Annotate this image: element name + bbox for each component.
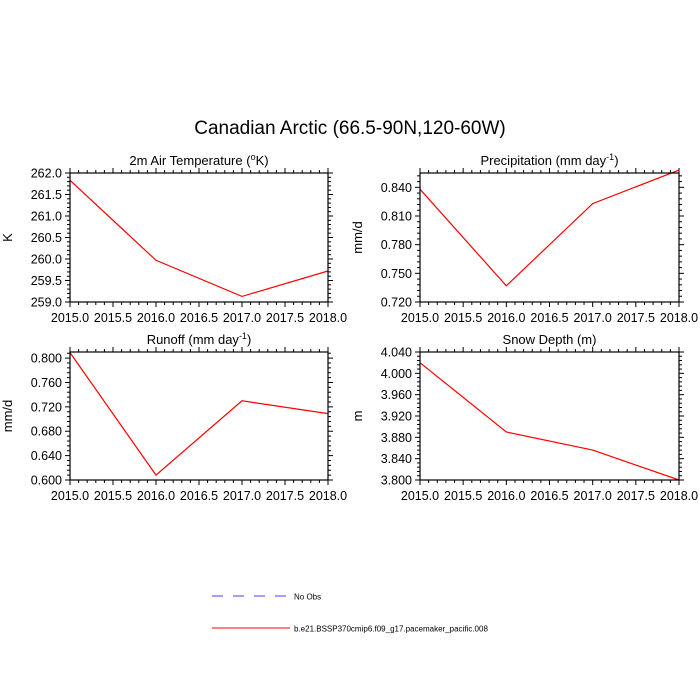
- legend-entry-1: [212, 593, 321, 602]
- panel-title-suffix: ): [246, 332, 252, 347]
- x-tick-label: 2018.0: [308, 489, 348, 503]
- y-tick-label: 261.5: [30, 188, 62, 202]
- y-tick-label: 0.780: [380, 238, 412, 253]
- chart-panels: [0, 152, 698, 503]
- panel-title: [480, 152, 618, 168]
- panel-title-suffix: K): [255, 153, 269, 168]
- plot-frame: [420, 352, 679, 480]
- x-tick-label: 2016.5: [530, 311, 569, 325]
- panel-title-text: Precipitation (mm day: [480, 153, 607, 168]
- series-line: [420, 170, 679, 286]
- legend-label: No Obs: [294, 592, 322, 602]
- y-tick-label: 259.5: [30, 274, 62, 288]
- y-axis-label: K: [0, 233, 15, 242]
- chart-panel-2: [350, 152, 698, 325]
- y-tick-label: 260.5: [30, 231, 62, 245]
- y-tick-label: 3.920: [380, 409, 412, 424]
- x-tick-label: 2016.0: [487, 311, 526, 325]
- series-line: [420, 363, 679, 480]
- y-tick-label: 0.720: [30, 400, 62, 415]
- plot-frame: [420, 173, 679, 302]
- x-tick-label: 2016.5: [179, 311, 219, 325]
- y-tick-label: 3.800: [380, 473, 412, 488]
- legend-label: b.e21.BSSP370cmip6.f09_g17.pacemaker_pacific.008: [294, 624, 488, 634]
- panel-title-suffix: ): [614, 153, 619, 168]
- x-tick-label: 2017.0: [222, 489, 262, 503]
- x-tick-label: 2015.5: [93, 489, 133, 503]
- y-axis-label: mm/d: [350, 221, 365, 254]
- x-tick-label: 2015.5: [93, 311, 133, 325]
- panel-title: [147, 331, 252, 347]
- x-tick-label: 2016.0: [136, 489, 176, 503]
- x-tick-label: 2017.5: [616, 311, 655, 325]
- x-tick-label: 2016.5: [530, 489, 569, 503]
- y-tick-label: 259.0: [30, 295, 62, 310]
- y-tick-label: 4.040: [380, 345, 412, 360]
- y-tick-label: 3.840: [380, 452, 412, 467]
- y-tick-label: 261.0: [30, 209, 62, 224]
- x-tick-label: 2015.5: [444, 311, 483, 325]
- legend-entry-2: [212, 625, 488, 634]
- panel-title: [503, 332, 597, 347]
- y-tick-label: 260.0: [30, 252, 62, 267]
- y-tick-label: 0.750: [380, 266, 412, 281]
- x-tick-label: 2015.0: [400, 489, 440, 503]
- x-tick-label: 2017.0: [222, 311, 262, 325]
- panel-title-text: Snow Depth (m): [502, 332, 597, 347]
- x-tick-label: 2015.5: [444, 489, 483, 503]
- y-tick-label: 3.960: [380, 388, 412, 403]
- x-tick-label: 2018.0: [659, 489, 699, 503]
- x-tick-label: 2016.0: [136, 311, 176, 325]
- y-tick-label: 0.810: [380, 209, 412, 224]
- y-axis-label: mm/d: [0, 399, 15, 433]
- y-tick-label: 262.0: [30, 166, 62, 181]
- y-tick-label: 0.600: [30, 473, 62, 488]
- x-tick-label: 2015.0: [400, 311, 440, 325]
- y-tick-label: 4.000: [380, 366, 412, 381]
- x-tick-label: 2017.5: [265, 489, 305, 503]
- y-tick-label: 0.840: [380, 180, 412, 195]
- y-tick-label: 3.880: [380, 430, 412, 445]
- x-tick-label: 2017.0: [573, 489, 612, 503]
- x-tick-label: 2017.5: [265, 311, 305, 325]
- y-axis-label: m: [350, 410, 365, 422]
- x-tick-label: 2018.0: [308, 311, 348, 325]
- panel-title: [129, 152, 268, 168]
- chart-panel-3: [0, 331, 347, 503]
- y-tick-label: 0.640: [30, 449, 62, 464]
- y-tick-label: 0.800: [30, 351, 62, 366]
- x-tick-label: 2017.0: [573, 311, 612, 325]
- x-tick-label: 2015.0: [50, 311, 90, 325]
- x-tick-label: 2016.0: [487, 489, 526, 503]
- x-tick-label: 2018.0: [659, 311, 699, 325]
- legend: [212, 593, 488, 634]
- y-tick-label: 0.720: [380, 295, 412, 310]
- panel-title-superscript: -1: [606, 152, 615, 162]
- x-tick-label: 2016.5: [179, 489, 219, 503]
- chart-panel-1: [0, 152, 347, 325]
- plot-frame: [70, 352, 328, 480]
- y-tick-label: 0.680: [30, 424, 62, 439]
- x-tick-label: 2017.5: [616, 489, 655, 503]
- series-line: [70, 353, 328, 476]
- panel-title-text: Runoff (mm day: [146, 332, 239, 347]
- chart-panel-4: [350, 332, 698, 503]
- x-tick-label: 2015.0: [50, 489, 90, 503]
- y-tick-label: 0.760: [30, 375, 62, 390]
- panel-title-superscript: o: [250, 152, 256, 162]
- panel-title-text: 2m Air Temperature (: [129, 153, 251, 168]
- figure-title: Canadian Arctic (66.5-90N,120-60W): [194, 118, 506, 139]
- series-line: [70, 180, 328, 296]
- panel-title-superscript: -1: [238, 331, 247, 341]
